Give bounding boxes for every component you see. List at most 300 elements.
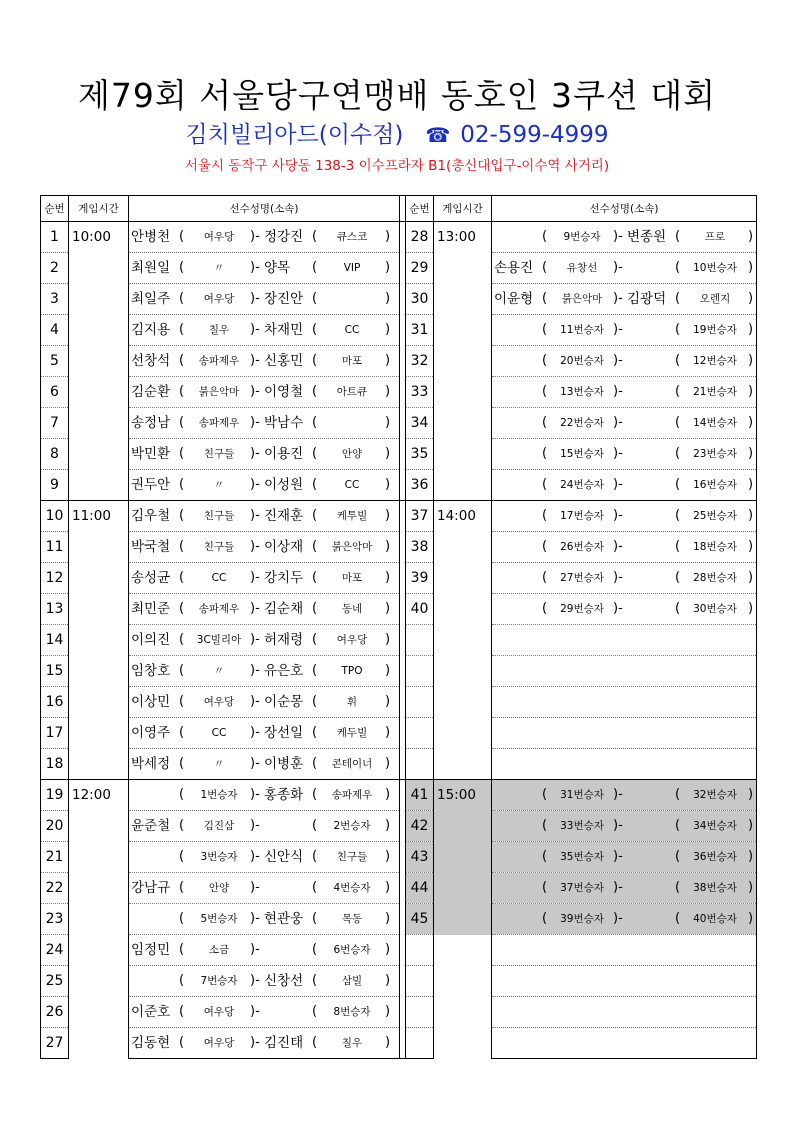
player-2-club: 송파제우 xyxy=(331,789,373,801)
paren-open: ( xyxy=(675,229,681,244)
paren-open: ( xyxy=(312,973,318,988)
match-number xyxy=(406,656,434,687)
paren-close-dash: )- xyxy=(250,1004,260,1019)
paren-open: ( xyxy=(542,384,548,399)
player-1-name: 이준호 xyxy=(131,1004,171,1020)
player-1-name: 김지용 xyxy=(131,322,171,338)
paren-open: ( xyxy=(542,787,548,802)
page-title: 제79회 서울당구연맹배 동호인 3쿠션 대회 xyxy=(78,76,716,115)
player-1-club: 송파제우 xyxy=(198,417,240,429)
match-players xyxy=(492,501,757,532)
paren-close: ) xyxy=(385,756,391,771)
paren-close-dash: )- xyxy=(250,632,260,647)
match-number: 14 xyxy=(41,625,69,656)
match-players xyxy=(492,966,757,997)
paren-open: ( xyxy=(675,601,681,616)
player-1-club: 3번승자 xyxy=(200,851,238,863)
table-row xyxy=(41,532,757,563)
paren-open: ( xyxy=(542,570,548,585)
venue-address: 서울시 동작구 사당동 138-3 이수프라자 B1(총신대입구-이수역 사거리) xyxy=(184,158,610,174)
player-2-name: 이순몽 xyxy=(264,694,304,710)
player-2-club: 안양 xyxy=(341,448,363,460)
match-number: 28 xyxy=(406,222,434,253)
player-1-club: CC xyxy=(211,727,227,739)
paren-close-dash: )- xyxy=(250,539,260,554)
paren-open: ( xyxy=(179,663,185,678)
paren-close: ) xyxy=(748,353,754,368)
player-1-club: 35번승자 xyxy=(560,851,604,863)
player-2-name: 장진안 xyxy=(264,291,304,307)
paren-close-dash: )- xyxy=(250,973,260,988)
paren-close-dash: )- xyxy=(613,849,623,864)
player-2-club: 마포 xyxy=(341,572,363,584)
player-1-club: 여우당 xyxy=(203,231,235,243)
player-1-name: 송성균 xyxy=(131,570,171,586)
match-players xyxy=(129,377,400,408)
match-players xyxy=(129,966,400,997)
player-1-name: 최일주 xyxy=(131,291,171,307)
player-2-club: 19번승자 xyxy=(693,324,737,336)
match-players xyxy=(129,284,400,315)
paren-close: ) xyxy=(385,911,391,926)
match-players xyxy=(492,284,757,315)
paren-close-dash: )- xyxy=(250,570,260,585)
match-number xyxy=(406,966,434,997)
paren-close-dash: )- xyxy=(613,415,623,430)
player-2-name: 이상재 xyxy=(264,539,304,555)
player-1-name: 박민환 xyxy=(131,446,171,462)
paren-close-dash: )- xyxy=(250,694,260,709)
paren-open: ( xyxy=(542,849,548,864)
paren-close: ) xyxy=(385,291,391,306)
match-players xyxy=(492,780,757,811)
player-1-name: 이영주 xyxy=(131,725,171,741)
paren-open: ( xyxy=(675,477,681,492)
player-1-club: 27번승자 xyxy=(560,572,604,584)
player-1-club: 39번승자 xyxy=(560,913,604,925)
paren-open: ( xyxy=(542,539,548,554)
match-number: 32 xyxy=(406,346,434,377)
match-players xyxy=(492,222,757,253)
paren-open: ( xyxy=(312,415,318,430)
match-players xyxy=(129,408,400,439)
paren-close: ) xyxy=(748,570,754,585)
match-players xyxy=(129,1028,400,1059)
paren-close-dash: )- xyxy=(250,818,260,833)
player-2-club: 친구들 xyxy=(336,851,368,863)
table-row xyxy=(41,811,757,842)
paren-close-dash: )- xyxy=(613,322,623,337)
table-row xyxy=(41,966,757,997)
player-2-club: CC xyxy=(344,479,360,491)
paren-open: ( xyxy=(179,384,185,399)
paren-open: ( xyxy=(542,477,548,492)
match-number: 17 xyxy=(41,718,69,749)
paren-open: ( xyxy=(179,818,185,833)
paren-open: ( xyxy=(179,229,185,244)
player-2-club: 여우당 xyxy=(336,634,368,646)
match-players xyxy=(492,439,757,470)
paren-open: ( xyxy=(179,477,185,492)
player-2-name: 진재훈 xyxy=(264,508,304,524)
player-2-club: 오렌지 xyxy=(699,293,731,305)
paren-open: ( xyxy=(542,911,548,926)
match-number: 11 xyxy=(41,532,69,563)
paren-open: ( xyxy=(179,260,185,275)
paren-close-dash: )- xyxy=(250,291,260,306)
match-players xyxy=(129,439,400,470)
player-2-club: 목동 xyxy=(341,913,363,925)
paren-close-dash: )- xyxy=(613,601,623,616)
table-row xyxy=(41,563,757,594)
paren-open: ( xyxy=(312,663,318,678)
paren-close: ) xyxy=(385,260,391,275)
player-1-name: 선창석 xyxy=(131,353,171,369)
player-1-name: 김우철 xyxy=(131,508,171,524)
paren-close-dash: )- xyxy=(613,260,623,275)
player-2-club: 12번승자 xyxy=(693,355,737,367)
header-no: 순번 xyxy=(406,196,434,222)
paren-close: ) xyxy=(748,229,754,244)
paren-open: ( xyxy=(312,601,318,616)
player-2-club: 2번승자 xyxy=(333,820,371,832)
match-players xyxy=(492,346,757,377)
paren-open: ( xyxy=(312,570,318,585)
paren-close-dash: )- xyxy=(613,787,623,802)
player-1-club: 〃 xyxy=(213,262,225,274)
match-players xyxy=(492,873,757,904)
match-number: 39 xyxy=(406,563,434,594)
paren-close: ) xyxy=(748,322,754,337)
paren-close-dash: )- xyxy=(250,725,260,740)
paren-close-dash: )- xyxy=(613,911,623,926)
player-1-club: 3C빌리아 xyxy=(196,634,242,646)
player-1-club: 안양 xyxy=(208,882,230,894)
paren-close-dash: )- xyxy=(250,477,260,492)
player-1-name: 강남규 xyxy=(131,880,171,896)
match-number: 5 xyxy=(41,346,69,377)
paren-open: ( xyxy=(312,1035,318,1050)
match-number: 3 xyxy=(41,284,69,315)
paren-close: ) xyxy=(748,601,754,616)
paren-close-dash: )- xyxy=(613,353,623,368)
player-2-name: 이성원 xyxy=(264,477,304,493)
paren-close-dash: )- xyxy=(250,353,260,368)
paren-open: ( xyxy=(542,229,548,244)
player-1-name: 윤준철 xyxy=(131,818,171,834)
match-players xyxy=(129,749,400,780)
player-2-name: 변종원 xyxy=(627,229,667,245)
match-players xyxy=(492,253,757,284)
header-no: 순번 xyxy=(41,196,69,222)
player-1-club: 칠우 xyxy=(208,324,230,336)
paren-open: ( xyxy=(675,446,681,461)
match-players xyxy=(492,842,757,873)
paren-open: ( xyxy=(179,508,185,523)
paren-open: ( xyxy=(179,632,185,647)
player-1-name: 임창호 xyxy=(131,663,171,679)
player-2-name: 이용진 xyxy=(264,446,304,462)
player-1-name: 안병천 xyxy=(131,229,171,245)
match-number: 20 xyxy=(41,811,69,842)
match-number xyxy=(406,997,434,1028)
player-2-club: 프로 xyxy=(704,231,726,243)
header-players: 선수성명(소속) xyxy=(492,196,757,222)
paren-open: ( xyxy=(179,601,185,616)
paren-close: ) xyxy=(385,849,391,864)
paren-close-dash: )- xyxy=(250,756,260,771)
paren-open: ( xyxy=(542,508,548,523)
paren-close: ) xyxy=(385,942,391,957)
paren-open: ( xyxy=(312,384,318,399)
match-number: 1 xyxy=(41,222,69,253)
player-2-club: 34번승자 xyxy=(693,820,737,832)
paren-close: ) xyxy=(748,539,754,554)
paren-close: ) xyxy=(748,787,754,802)
player-2-name: 장선일 xyxy=(264,725,304,741)
match-players xyxy=(492,408,757,439)
table-row xyxy=(41,718,757,749)
match-number: 21 xyxy=(41,842,69,873)
match-number: 9 xyxy=(41,470,69,501)
match-number: 37 xyxy=(406,501,434,532)
player-2-name: 정강진 xyxy=(264,229,304,245)
paren-open: ( xyxy=(179,353,185,368)
paren-close-dash: )- xyxy=(250,942,260,957)
paren-open: ( xyxy=(542,818,548,833)
table-row xyxy=(41,377,757,408)
match-number: 43 xyxy=(406,842,434,873)
player-1-name: 김순환 xyxy=(131,384,171,400)
player-2-club: 32번승자 xyxy=(693,789,737,801)
player-2-club: TPO xyxy=(341,665,363,677)
player-1-name: 이상민 xyxy=(131,694,171,710)
match-number: 8 xyxy=(41,439,69,470)
match-number: 22 xyxy=(41,873,69,904)
player-1-name: 김동현 xyxy=(131,1035,171,1051)
table-row xyxy=(41,687,757,718)
game-time: 14:00 xyxy=(434,501,492,780)
paren-close-dash: )- xyxy=(250,911,260,926)
paren-close: ) xyxy=(748,384,754,399)
match-players xyxy=(129,935,400,966)
paren-close: ) xyxy=(385,663,391,678)
table-row xyxy=(41,842,757,873)
paren-open: ( xyxy=(312,694,318,709)
player-1-name: 이윤형 xyxy=(494,291,534,307)
player-2-name: 이병훈 xyxy=(264,756,304,772)
paren-open: ( xyxy=(312,787,318,802)
paren-close: ) xyxy=(385,415,391,430)
table-row xyxy=(41,284,757,315)
match-players xyxy=(129,253,400,284)
paren-close: ) xyxy=(385,1004,391,1019)
game-time-empty xyxy=(434,935,492,1059)
telephone-icon: ☎ xyxy=(425,123,451,147)
paren-close-dash: )- xyxy=(250,322,260,337)
paren-close: ) xyxy=(748,911,754,926)
paren-open: ( xyxy=(179,973,185,988)
player-2-club: 16번승자 xyxy=(693,479,737,491)
paren-open: ( xyxy=(179,849,185,864)
paren-close-dash: )- xyxy=(613,477,623,492)
player-1-club: 유창선 xyxy=(566,262,598,274)
match-number: 26 xyxy=(41,997,69,1028)
table-header-row xyxy=(41,196,757,222)
paren-close-dash: )- xyxy=(613,539,623,554)
paren-open: ( xyxy=(179,446,185,461)
player-2-name: 유은호 xyxy=(264,663,304,679)
player-2-club: 삼빌 xyxy=(341,975,363,987)
player-2-name: 허재령 xyxy=(264,632,304,648)
game-time: 10:00 xyxy=(69,222,129,501)
player-1-club: 33번승자 xyxy=(560,820,604,832)
player-1-name: 이의진 xyxy=(131,632,171,648)
paren-open: ( xyxy=(312,632,318,647)
paren-close: ) xyxy=(385,694,391,709)
paren-close: ) xyxy=(385,787,391,802)
paren-close: ) xyxy=(385,1035,391,1050)
paren-close-dash: )- xyxy=(250,849,260,864)
match-players xyxy=(492,935,757,966)
paren-close-dash: )- xyxy=(613,570,623,585)
paren-open: ( xyxy=(179,942,185,957)
schedule-table xyxy=(40,195,757,1059)
player-1-club: 29번승자 xyxy=(560,603,604,615)
game-time: 12:00 xyxy=(69,780,129,1059)
paren-open: ( xyxy=(179,415,185,430)
header-time: 게임시간 xyxy=(434,196,492,222)
player-2-club: 8번승자 xyxy=(333,1006,371,1018)
venue-line xyxy=(0,120,794,150)
paren-open: ( xyxy=(675,260,681,275)
paren-open: ( xyxy=(675,570,681,585)
player-2-name: 이영철 xyxy=(264,384,304,400)
paren-open: ( xyxy=(179,1004,185,1019)
paren-open: ( xyxy=(542,446,548,461)
player-2-name: 양목 xyxy=(264,260,291,276)
paren-open: ( xyxy=(542,260,548,275)
match-players xyxy=(129,780,400,811)
paren-close-dash: )- xyxy=(250,663,260,678)
paren-open: ( xyxy=(675,849,681,864)
match-players xyxy=(492,687,757,718)
player-2-club: 마포 xyxy=(341,355,363,367)
player-1-club: 7번승자 xyxy=(200,975,238,987)
match-number: 23 xyxy=(41,904,69,935)
table-row xyxy=(41,222,757,253)
paren-open: ( xyxy=(312,477,318,492)
match-number: 33 xyxy=(406,377,434,408)
match-players xyxy=(492,532,757,563)
match-number: 31 xyxy=(406,315,434,346)
paren-close-dash: )- xyxy=(613,446,623,461)
player-2-club: 큐스코 xyxy=(336,231,368,243)
game-time: 15:00 xyxy=(434,780,492,935)
match-players xyxy=(129,222,400,253)
match-players xyxy=(129,470,400,501)
table-row xyxy=(41,315,757,346)
paren-close-dash: )- xyxy=(250,260,260,275)
match-players xyxy=(129,625,400,656)
player-2-club: CC xyxy=(344,324,360,336)
match-number xyxy=(406,749,434,780)
match-players xyxy=(492,594,757,625)
player-2-club: 6번승자 xyxy=(333,944,371,956)
paren-close-dash: )- xyxy=(250,384,260,399)
player-1-club: 송파제우 xyxy=(198,355,240,367)
match-number: 2 xyxy=(41,253,69,284)
paren-open: ( xyxy=(312,291,318,306)
paren-close: ) xyxy=(748,446,754,461)
match-players xyxy=(129,997,400,1028)
paren-close: ) xyxy=(385,601,391,616)
match-players xyxy=(129,501,400,532)
paren-close-dash: )- xyxy=(250,229,260,244)
venue-name: 김치빌리아드(이수점) xyxy=(185,122,404,148)
paren-close-dash: )- xyxy=(250,508,260,523)
player-2-club: 30번승자 xyxy=(693,603,737,615)
match-number: 34 xyxy=(406,408,434,439)
paren-open: ( xyxy=(179,1035,185,1050)
player-2-name: 신홍민 xyxy=(264,353,304,369)
player-2-name: 김광덕 xyxy=(627,291,667,307)
paren-close: ) xyxy=(385,570,391,585)
match-players xyxy=(492,718,757,749)
player-2-club: 동네 xyxy=(341,603,363,615)
table-row xyxy=(41,997,757,1028)
player-1-name: 임정민 xyxy=(131,942,171,958)
match-players xyxy=(129,563,400,594)
table-row xyxy=(41,935,757,966)
player-1-club: 9번승자 xyxy=(563,231,601,243)
paren-open: ( xyxy=(312,1004,318,1019)
paren-open: ( xyxy=(542,415,548,430)
player-1-name: 권두안 xyxy=(131,477,171,493)
table-row xyxy=(41,346,757,377)
player-1-club: 여우당 xyxy=(203,1037,235,1049)
player-2-club: 36번승자 xyxy=(693,851,737,863)
player-1-club: 친구들 xyxy=(203,541,235,553)
paren-close-dash: )- xyxy=(613,291,623,306)
table-row xyxy=(41,408,757,439)
match-number: 29 xyxy=(406,253,434,284)
paren-close: ) xyxy=(385,725,391,740)
paren-close-dash: )- xyxy=(613,508,623,523)
player-2-club: 28번승자 xyxy=(693,572,737,584)
paren-close: ) xyxy=(385,477,391,492)
match-number: 19 xyxy=(41,780,69,811)
table-row xyxy=(41,253,757,284)
paren-open: ( xyxy=(312,353,318,368)
match-number: 12 xyxy=(41,563,69,594)
match-number: 10 xyxy=(41,501,69,532)
paren-close: ) xyxy=(748,291,754,306)
paren-close: ) xyxy=(385,880,391,895)
paren-close-dash: )- xyxy=(250,1035,260,1050)
match-number: 24 xyxy=(41,935,69,966)
match-number: 27 xyxy=(41,1028,69,1059)
player-2-name: 김진태 xyxy=(264,1035,304,1051)
game-time: 11:00 xyxy=(69,501,129,780)
paren-open: ( xyxy=(675,291,681,306)
player-1-club: 여우당 xyxy=(203,696,235,708)
player-1-club: 송파제우 xyxy=(198,603,240,615)
paren-close: ) xyxy=(385,973,391,988)
paren-close-dash: )- xyxy=(250,601,260,616)
paren-open: ( xyxy=(542,880,548,895)
paren-open: ( xyxy=(179,787,185,802)
